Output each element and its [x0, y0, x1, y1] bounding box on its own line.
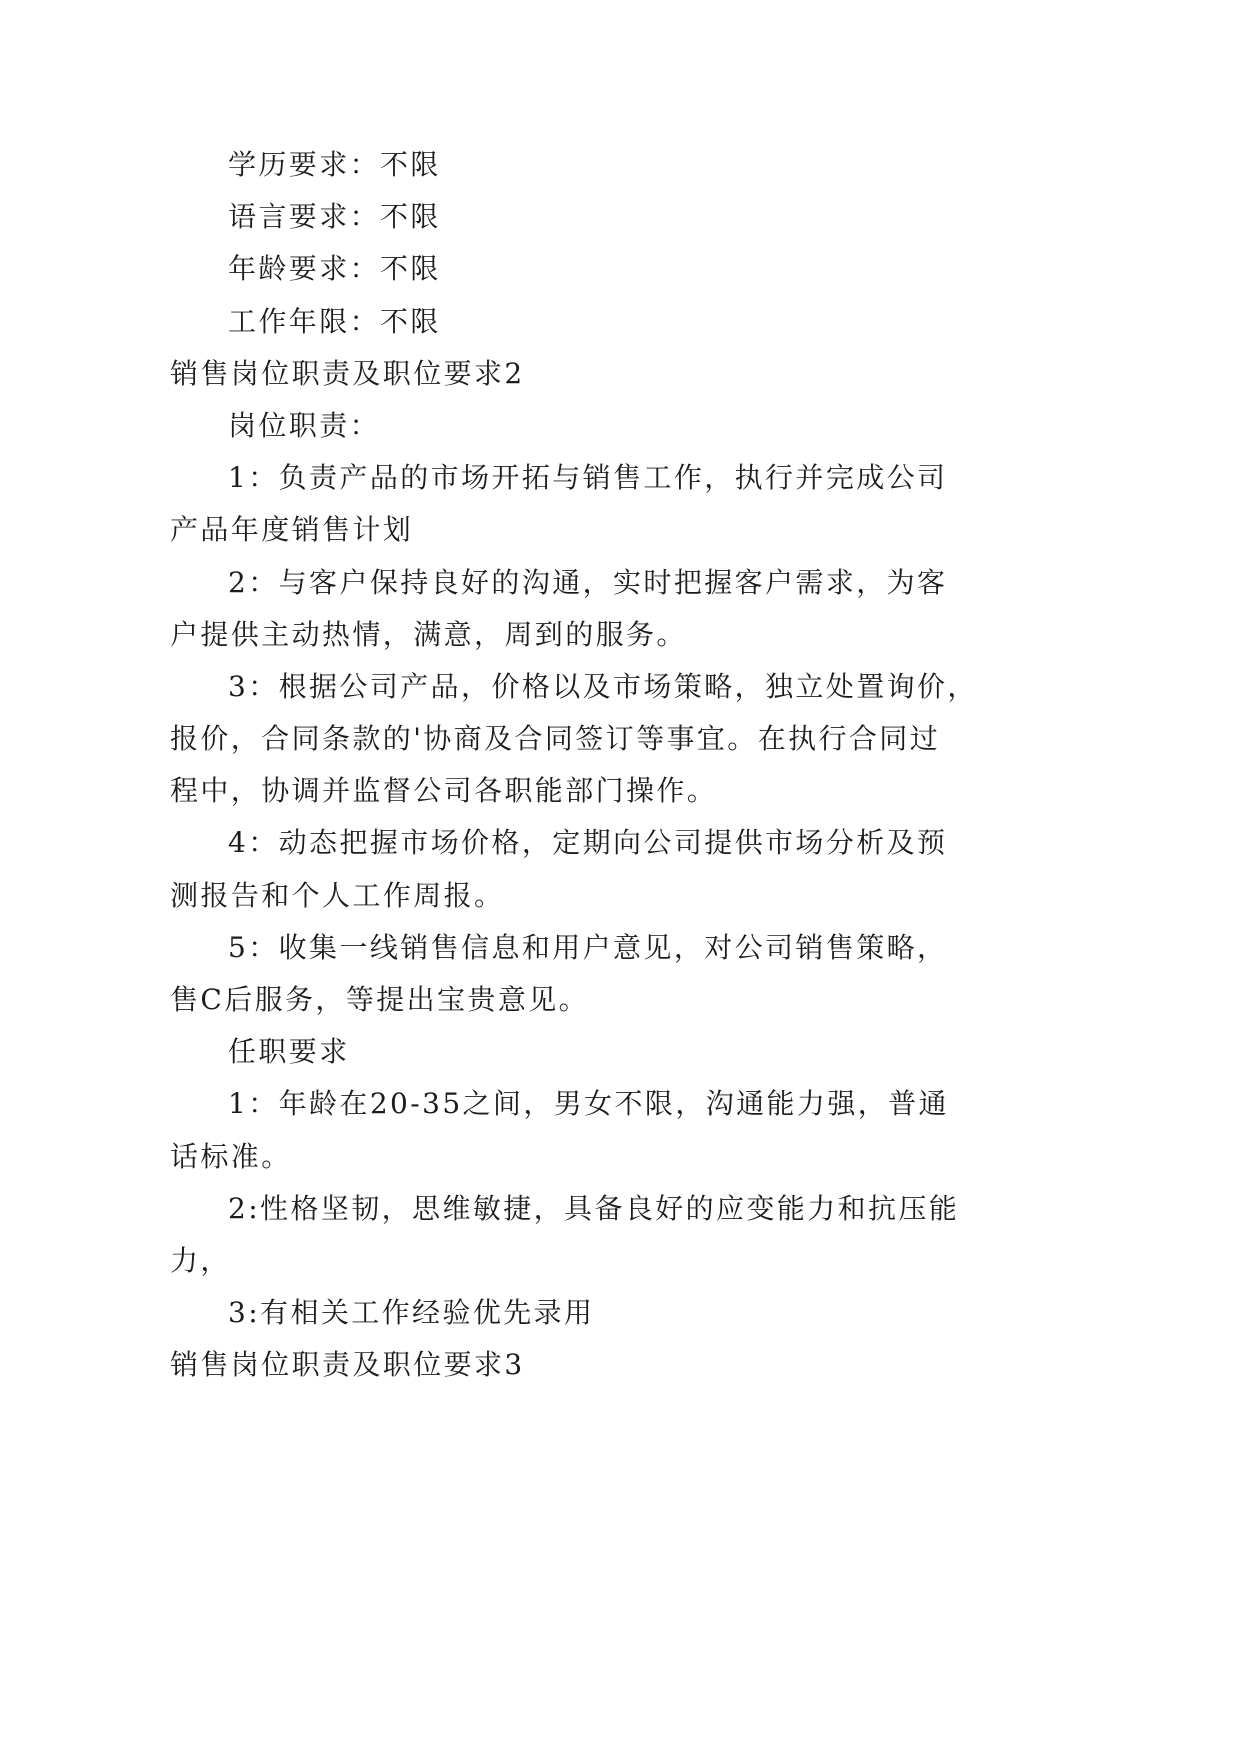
duty-item — [170, 817, 1070, 921]
paragraph-line: 2:性格坚韧，思维敏捷，具备良好的应变能力和抗压能 — [228, 1191, 960, 1225]
paragraph-line: 4：动态把握市场价格，定期向公司提供市场分析及预 — [228, 826, 948, 860]
duty-item — [170, 452, 1070, 556]
requirement-item: 学历要求：不限 — [228, 148, 441, 181]
paragraph-line: 2：与客户保持良好的沟通，实时把握客户需求，为客 — [228, 565, 948, 599]
duty-item — [170, 922, 1070, 1026]
requirement-item: 年龄要求：不限 — [228, 252, 441, 286]
paragraph-line: 户提供主动热情，满意，周到的服务。 — [170, 617, 687, 651]
duty-item — [170, 661, 1070, 818]
document-body — [170, 139, 1070, 1392]
duties-label: 岗位职责： — [228, 408, 381, 442]
requirement-item: 工作年限：不限 — [228, 304, 441, 338]
paragraph-line: 力， — [170, 1243, 231, 1277]
qualifications-label: 任职要求 — [228, 1035, 350, 1069]
paragraph-line: 产品年度销售计划 — [170, 513, 414, 547]
qualification-item — [170, 1078, 1070, 1182]
requirement-item: 语言要求：不限 — [228, 200, 441, 234]
duty-item — [170, 557, 1070, 661]
paragraph-line: 报价，合同条款的'协商及合同签订等事宜。在执行合同过 — [170, 722, 941, 756]
section-heading: 销售岗位职责及职位要求2 — [170, 356, 525, 390]
paragraph-line: 3：根据公司产品，价格以及市场策略，独立处置询价， — [228, 669, 978, 703]
paragraph-line: 1：负责产品的市场开拓与销售工作，执行并完成公司 — [228, 461, 948, 495]
paragraph-line: 程中，协调并监督公司各职能部门操作。 — [170, 774, 718, 808]
paragraph-line: 测报告和个人工作周报。 — [170, 878, 505, 912]
paragraph-line: 5：收集一线销售信息和用户意见，对公司销售策略， — [228, 930, 948, 964]
paragraph-line: 1：年龄在20-35之间，男女不限，沟通能力强，普通 — [228, 1087, 949, 1121]
paragraph-line: 话标准。 — [170, 1139, 292, 1173]
section-heading: 销售岗位职责及职位要求3 — [170, 1348, 525, 1382]
paragraph-line: 售C后服务，等提出宝贵意见。 — [170, 983, 590, 1016]
paragraph-line: 3:有相关工作经验优先录用 — [228, 1296, 595, 1330]
qualification-item — [170, 1287, 1070, 1339]
qualification-item — [170, 1183, 1070, 1287]
